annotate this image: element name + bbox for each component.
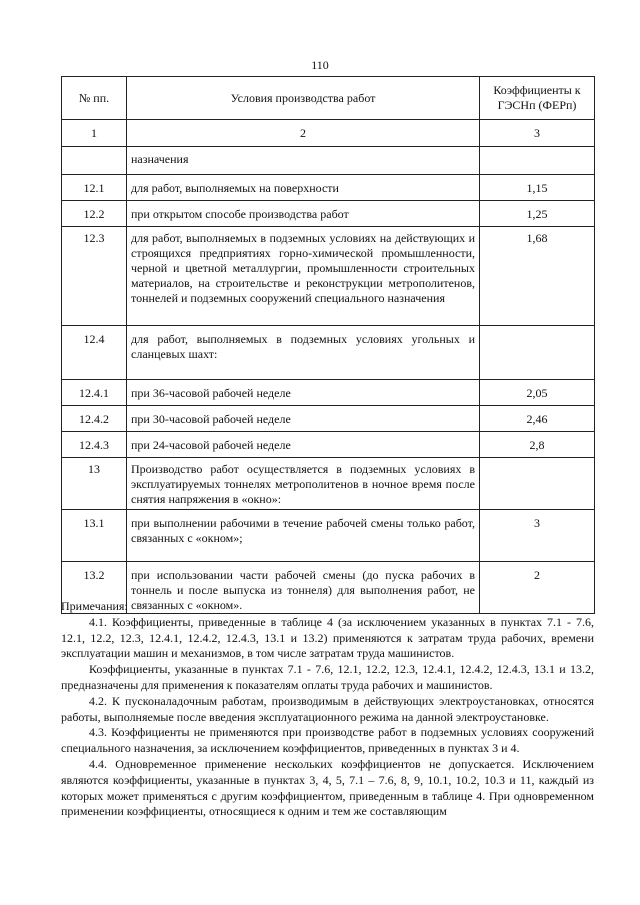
header-coefficients: Коэффициенты к ГЭСНп (ФЕРп) <box>480 77 595 120</box>
row-coefficient: 1,15 <box>480 175 595 201</box>
table-row <box>62 432 595 458</box>
note-paragraph: Коэффициенты, указанные в пунктах 7.1 - 7.6, 12.1, 12.2, 12.3, 12.4.1, 12.4.2, 12.4.3, 13.1 и 13.2, предназначены для применения к показателям оплаты труда рабочих и машинистов. <box>61 662 594 692</box>
row-number <box>62 147 127 175</box>
header-conditions: Условия производства работ <box>127 77 480 120</box>
row-condition: при использовании части рабочей смены (до пуска рабочих в тоннель и после выпуска из тоннеля) для выполнения работ, не связанных с «окном». <box>127 562 480 614</box>
row-condition: Производство работ осуществляется в подземных условиях в эксплуатируемых тоннелях метрополитенов в ночное время после снятия напряжения в «окно»: <box>127 458 480 510</box>
row-condition: при 30-часовой рабочей неделе <box>127 406 480 432</box>
row-condition: при 24-часовой рабочей неделе <box>127 432 480 458</box>
row-number: 12.4.1 <box>62 380 127 406</box>
notes-title: Примечания: <box>61 599 128 613</box>
row-coefficient: 2,05 <box>480 380 595 406</box>
column-number-2: 2 <box>127 120 480 147</box>
notes-section <box>61 599 594 820</box>
row-coefficient: 2,46 <box>480 406 595 432</box>
row-coefficient: 2,8 <box>480 432 595 458</box>
row-number: 13.2 <box>62 562 127 614</box>
coefficients-table <box>61 76 595 614</box>
row-number: 12.1 <box>62 175 127 201</box>
row-condition: при открытом способе производства работ <box>127 201 480 227</box>
row-condition: для работ, выполняемых в подземных условиях угольных и сланцевых шахт: <box>127 326 480 380</box>
row-condition: для работ, выполняемых на поверхности <box>127 175 480 201</box>
row-number: 12.2 <box>62 201 127 227</box>
row-coefficient: 1,68 <box>480 227 595 326</box>
row-number: 12.3 <box>62 227 127 326</box>
table-row <box>62 147 595 175</box>
table-row <box>62 201 595 227</box>
header-number: № пп. <box>62 77 127 120</box>
page-number: 110 <box>311 58 329 72</box>
table-row <box>62 175 595 201</box>
table-row <box>62 326 595 380</box>
note-paragraph: 4.4. Одновременное применение нескольких коэффициентов не допускается. Исключением являются коэффициенты, указанные в пунктах 3, 4, 5, 7.1 – 7.6, 8, 9, 10.1, 10.2, 10.3 и 11, каждый из которых может применяться с другим коэффициентом, приведенным в таблице 4. При одновременном применении коэффициенты, относящиеся к одним и тем же составляющим <box>61 756 594 819</box>
row-condition: при 36-часовой рабочей неделе <box>127 380 480 406</box>
row-condition: для работ, выполняемых в подземных условиях на действующих и строящихся предприятиях горно-химической промышленности, черной и цветной металлургии, промышленности строительных материалов, на строительстве и реконструкции метрополитенов, тоннелей и подземных сооружений специального назначения <box>127 227 480 326</box>
row-number: 13.1 <box>62 510 127 562</box>
column-number-row <box>62 120 595 147</box>
table-row <box>62 406 595 432</box>
column-number-3: 3 <box>480 120 595 147</box>
row-number: 12.4.2 <box>62 406 127 432</box>
row-coefficient <box>480 147 595 175</box>
row-coefficient <box>480 326 595 380</box>
note-paragraph: 4.3. Коэффициенты не применяются при производстве работ в подземных условиях сооружений специального назначения, за исключением коэффициентов, приведенных в пунктах 3 и 4. <box>61 725 594 756</box>
row-number: 13 <box>62 458 127 510</box>
note-paragraph: 4.2. К пусконаладочным работам, производимым в действующих электроустановках, относятся работы, выполняемые после введения эксплуатационного режима на данной электроустановке. <box>61 693 594 724</box>
row-number: 12.4.3 <box>62 432 127 458</box>
table-row <box>62 227 595 326</box>
table-row <box>62 380 595 406</box>
row-condition: при выполнении рабочими в течение рабочей смены только работ, связанных с «окном»; <box>127 510 480 562</box>
row-coefficient: 1,25 <box>480 201 595 227</box>
table-row <box>62 510 595 562</box>
row-coefficient: 2 <box>480 562 595 614</box>
row-coefficient <box>480 458 595 510</box>
table-header-row <box>62 77 595 120</box>
column-number-1: 1 <box>62 120 127 147</box>
row-coefficient: 3 <box>480 510 595 562</box>
row-number: 12.4 <box>62 326 127 380</box>
table-row <box>62 458 595 510</box>
row-condition: назначения <box>127 147 480 175</box>
note-paragraph: 4.1. Коэффициенты, приведенные в таблице 4 (за исключением указанных в пунктах 7.1 - 7.6, 12.1, 12.2, 12.3, 12.4.1, 12.4.2, 12.4.3, 13.1 и 13.2) применяются к затратам труда рабочих, времени эксплуатации машин и механизмов, в том числе затратам труда машинистов. <box>61 614 594 661</box>
